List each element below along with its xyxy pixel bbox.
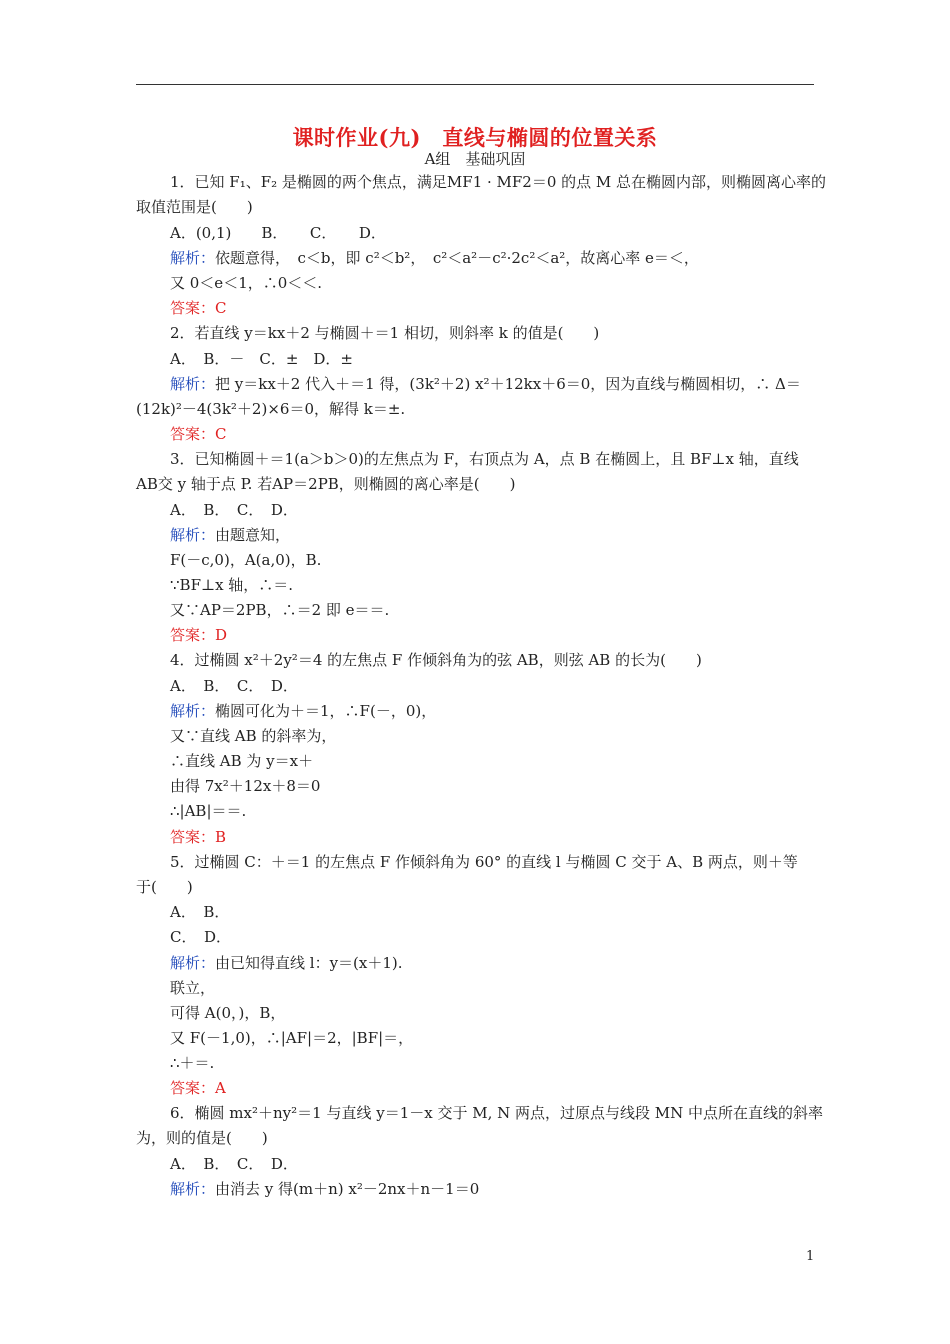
analysis-5-line4: 又 F(－1,0)，∴|AF|＝2，|BF|＝， — [170, 1029, 414, 1047]
question-4-options: A． B． C． D． — [170, 677, 298, 695]
analysis-label: 解析： — [170, 702, 216, 720]
question-3-options: A． B． C． D． — [170, 501, 298, 519]
question-6-options: A． B． C． D． — [170, 1155, 298, 1173]
question-6: 6．椭圆 mx²＋ny²＝1 与直线 y＝1－x 交于 M, N 两点，过原点与线段 MN 中点所在直线的斜率 — [170, 1104, 824, 1122]
question-4: 4．过椭圆 x²＋2y²＝4 的左焦点 F 作倾斜角为的弦 AB，则弦 AB 的长为( ) — [170, 651, 702, 669]
answer-2-value: C — [215, 425, 227, 443]
analysis-3-line2: F(－c,0)，A(a,0)，B. — [170, 551, 322, 569]
analysis-2 — [170, 374, 801, 394]
question-5: 5．过椭圆 C：＋＝1 的左焦点 F 作倾斜角为 60° 的直线 l 与椭圆 C 交于 A、B 两点，则＋等 — [170, 853, 798, 871]
answer-2 — [170, 424, 227, 444]
analysis-5-line2: 联立， — [170, 979, 216, 997]
answer-label: 答案： — [170, 299, 216, 317]
analysis-6 — [170, 1179, 479, 1199]
analysis-label: 解析： — [170, 954, 216, 972]
header-rule — [136, 84, 814, 85]
analysis-2-cont: (12k)²－4(3k²＋2)×6＝0，解得 k＝±. — [136, 400, 406, 418]
answer-3 — [170, 625, 227, 645]
analysis-5-line5: ∴＋＝. — [170, 1054, 215, 1072]
analysis-4-line5: ∴|AB|＝＝. — [170, 802, 247, 820]
question-3: 3．已知椭圆＋＝1(a＞b＞0)的左焦点为 F，右顶点为 A，点 B 在椭圆上，且 BF⊥x 轴，直线 — [170, 450, 799, 468]
analysis-label: 解析： — [170, 249, 216, 267]
analysis-3-line4: 又∵AP＝2PB，∴＝2 即 e＝＝. — [170, 601, 390, 619]
analysis-4-line2: 又∵直线 AB 的斜率为， — [170, 727, 337, 745]
question-5-options-2: C． D． — [170, 928, 232, 946]
analysis-label: 解析： — [170, 526, 216, 544]
answer-label: 答案： — [170, 425, 216, 443]
analysis-2-text: 把 y＝kx＋2 代入＋＝1 得，(3k²＋2) x²＋12kx＋6＝0，因为直线与椭圆相切，∴ Δ＝ — [215, 375, 801, 393]
question-2-options: A． B．－ C．± D．± — [170, 350, 353, 368]
answer-label: 答案： — [170, 828, 216, 846]
question-3-cont: AB交 y 轴于点 P. 若AP＝2PB，则椭圆的离心率是( ) — [136, 475, 516, 493]
page-title: 课时作业(九) 直线与椭圆的位置关系 — [292, 125, 658, 150]
answer-label: 答案： — [170, 1079, 216, 1097]
analysis-1 — [170, 248, 699, 268]
answer-5 — [170, 1078, 226, 1098]
answer-1 — [170, 298, 227, 318]
section-subtitle: A组 基础巩固 — [424, 150, 526, 168]
analysis-5-text: 由已知得直线 l：y＝(x＋1). — [215, 954, 403, 972]
analysis-4-line3: ∴直线 AB 为 y＝x＋ — [170, 752, 314, 770]
answer-5-value: A — [215, 1079, 226, 1097]
analysis-4 — [170, 701, 436, 721]
analysis-4-text: 椭圆可化为＋＝1，∴F(－，0)， — [215, 702, 437, 720]
question-1-options: A．(0,1) B． C． D． — [170, 224, 386, 242]
answer-1-value: C — [215, 299, 227, 317]
analysis-1-text: 依题意得， c＜b，即 c²＜b²， c²＜a²－c²·2c²＜a²，故离心率 e＝＜， — [215, 249, 699, 267]
analysis-5 — [170, 953, 403, 973]
answer-label: 答案： — [170, 626, 216, 644]
answer-3-value: D — [215, 626, 228, 644]
question-1-cont: 取值范围是( ) — [136, 198, 253, 216]
question-2: 2．若直线 y＝kx＋2 与椭圆＋＝1 相切，则斜率 k 的值是( ) — [170, 324, 600, 342]
analysis-4-line4: 由得 7x²＋12x＋8＝0 — [170, 777, 321, 795]
question-6-cont: 为，则的值是( ) — [136, 1129, 268, 1147]
analysis-3-line3: ∵BF⊥x 轴，∴＝. — [170, 576, 294, 594]
analysis-5-line3: 可得 A(0，)，B， — [170, 1004, 286, 1022]
question-5-options-1: A． B． — [170, 903, 230, 921]
question-1: 1．已知 F₁、F₂ 是椭圆的两个焦点，满足MF1 · MF2＝0 的点 M 总在椭圆内部，则椭圆离心率的 — [170, 173, 827, 191]
answer-4-value: B — [215, 828, 227, 846]
analysis-6-text: 由消去 y 得(m＋n) x²－2nx＋n－1＝0 — [215, 1180, 480, 1198]
analysis-3-text: 由题意知， — [215, 526, 291, 544]
analysis-3 — [170, 525, 290, 545]
analysis-label: 解析： — [170, 1180, 216, 1198]
page-number: 1 — [806, 1249, 815, 1264]
answer-4 — [170, 827, 226, 847]
question-5-cont: 于( ) — [136, 878, 193, 896]
analysis-1-cont: 又 0＜e＜1，∴0＜＜. — [170, 274, 323, 292]
analysis-label: 解析： — [170, 375, 216, 393]
